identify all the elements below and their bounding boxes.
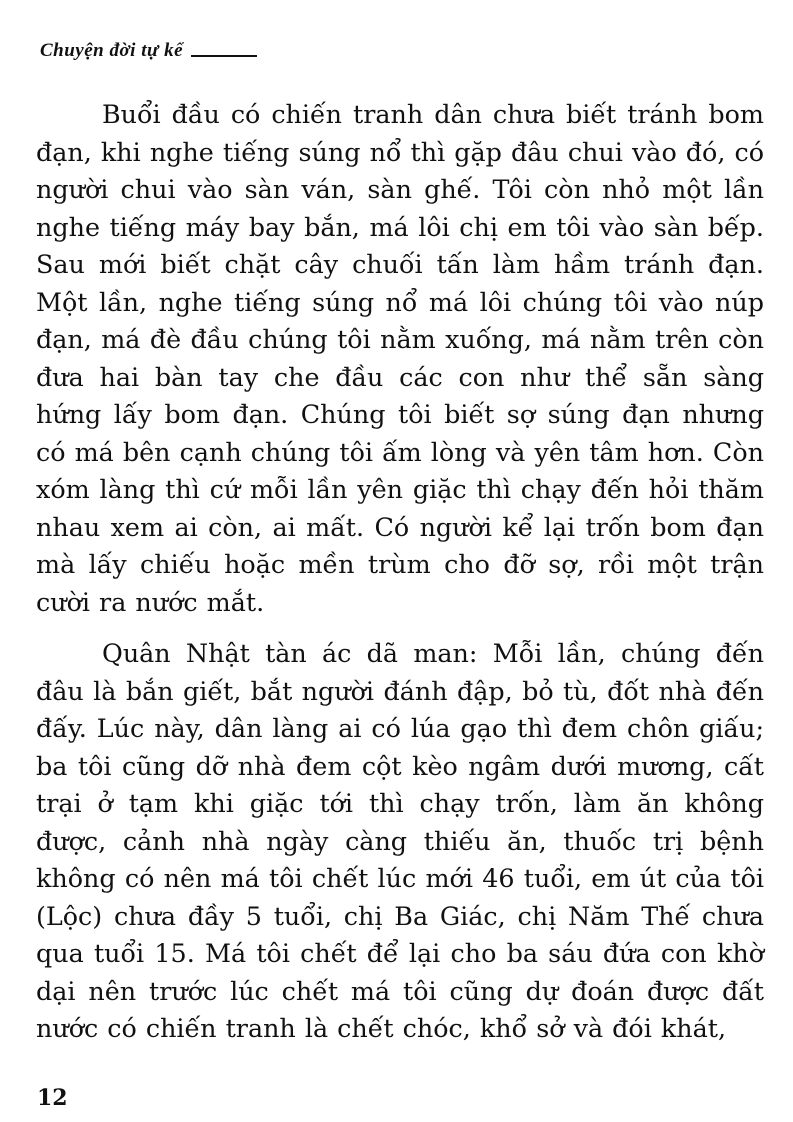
running-header	[40, 40, 257, 62]
header-rule	[191, 55, 257, 57]
running-header-title: Chuyện đời tự kể	[40, 40, 184, 61]
body-text	[36, 96, 764, 1048]
paragraph-2: Quân Nhật tàn ác dã man: Mỗi lần, chúng đến đâu là bắn giết, bắt người đánh đập, bỏ tù, đốt nhà đến đấy. Lúc này, dân làng ai có lúa gạo thì đem chôn giấu; ba tôi cũng dỡ nhà đem cột kèo ngâm dưới mương, cất trại ở tạm khi giặc tới thì chạy trốn, làm ăn không được, cảnh nhà ngày càng thiếu ăn, thuốc trị bệnh không có nên má tôi chết lúc mới 46 tuổi, em út của tôi (Lộc) chưa đầy 5 tuổi, chị Ba Giác, chị Năm Thế chưa qua tuổi 15. Má tôi chết để lại cho ba sáu đứa con khờ dại nên trước lúc chết má tôi cũng dự đoán được đất nước có chiến tranh là chết chóc, khổ sở và đói khát,	[36, 638, 764, 1043]
page-number: 12	[37, 1085, 68, 1111]
paragraph-1: Buổi đầu có chiến tranh dân chưa biết tránh bom đạn, khi nghe tiếng súng nổ thì gặp đâu chui vào đó, có người chui vào sàn ván, sàn ghế. Tôi còn nhỏ một lần nghe tiếng máy bay bắn, má lôi chị em tôi vào sàn bếp. Sau mới biết chặt cây chuối tấn làm hầm tránh đạn. Một lần, nghe tiếng súng nổ má lôi chúng tôi vào núp đạn, má đè đầu chúng tôi nằm xuống, má nằm trên còn đưa hai bàn tay che đầu các con như thể sẵn sàng hứng lấy bom đạn. Chúng tôi biết sợ súng đạn nhưng có má bên cạnh chúng tôi ấm lòng và yên tâm hơn. Còn xóm làng thì cứ mỗi lần yên giặc thì chạy đến hỏi thăm nhau xem ai còn, ai mất. Có người kể lại trốn bom đạn mà lấy chiếu hoặc mền trùm cho đỡ sợ, rồi một trận cười ra nước mắt.	[36, 99, 764, 617]
